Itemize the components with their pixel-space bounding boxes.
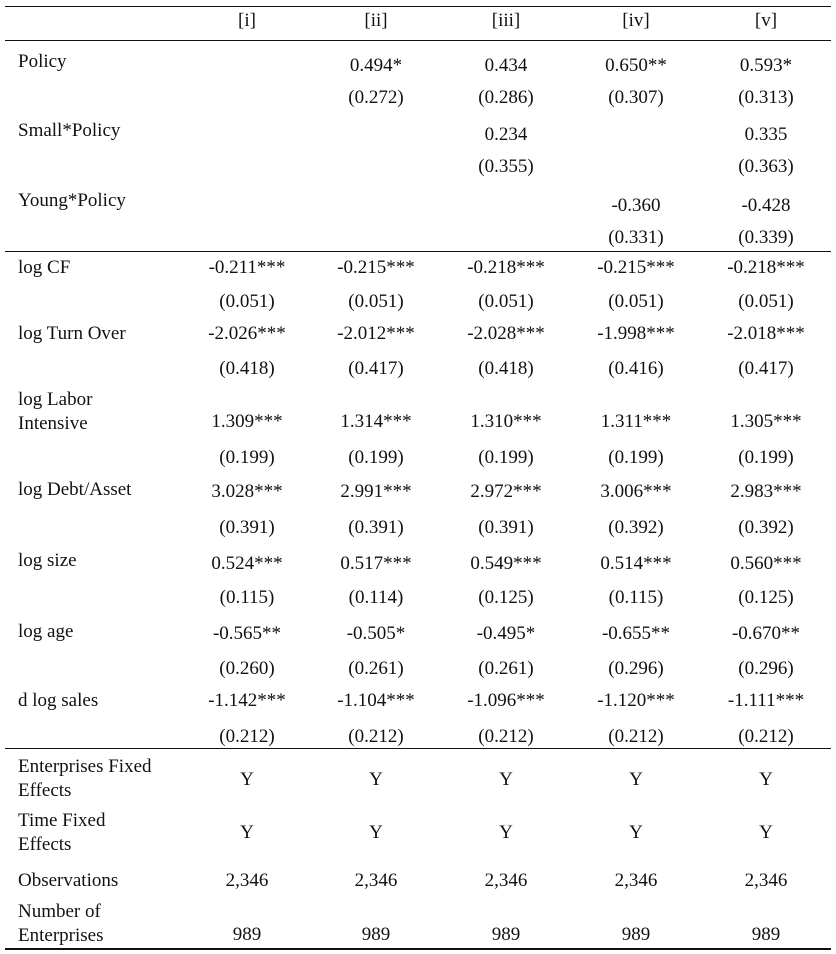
coefficient-cell: 0.524*** (211, 553, 283, 574)
footer-label: Time Fixed (18, 810, 106, 831)
std-error-cell: (0.296) (738, 658, 794, 679)
coefficient-cell: -1.111*** (727, 690, 805, 711)
footer-label: Enterprises (18, 925, 104, 946)
std-error-cell: (0.051) (608, 291, 664, 312)
std-error-cell: (0.417) (348, 358, 404, 379)
std-error-cell: (0.199) (478, 447, 534, 468)
std-error-cell: (0.417) (738, 358, 794, 379)
footer-value: Y (240, 769, 254, 790)
coefficient-cell: -1.096*** (467, 690, 545, 711)
coefficient-cell: -0.215*** (597, 257, 675, 278)
coefficient-cell: 0.593* (739, 55, 793, 76)
coefficient-cell: 1.311*** (600, 411, 672, 432)
row-label: log Turn Over (18, 323, 126, 344)
coefficient-cell: -0.211*** (208, 257, 286, 278)
coefficient-cell: -1.998*** (597, 323, 675, 344)
row-label: Intensive (18, 413, 88, 434)
footer-value: 2,346 (484, 870, 528, 891)
std-error-cell: (0.115) (219, 587, 275, 608)
std-error-cell: (0.199) (738, 447, 794, 468)
std-error-cell: (0.212) (219, 726, 275, 747)
coefficient-cell: -0.505* (346, 623, 406, 644)
coefficient-cell: -0.218*** (727, 257, 805, 278)
std-error-cell: (0.212) (348, 726, 404, 747)
std-error-cell: (0.199) (608, 447, 664, 468)
top-rule (5, 6, 831, 7)
column-header: [v] (754, 10, 778, 31)
coefficient-cell: -0.218*** (467, 257, 545, 278)
coefficient-cell: -0.670** (731, 623, 801, 644)
coefficient-cell: 1.305*** (730, 411, 802, 432)
footer-value: 989 (491, 924, 521, 945)
std-error-cell: (0.363) (738, 156, 794, 177)
std-error-cell: (0.051) (219, 291, 275, 312)
coefficient-cell: 2.983*** (730, 481, 802, 502)
coefficient-cell: 0.549*** (470, 553, 542, 574)
coefficient-cell: -2.012*** (337, 323, 415, 344)
std-error-cell: (0.125) (478, 587, 534, 608)
coefficient-cell: -2.018*** (727, 323, 805, 344)
std-error-cell: (0.418) (219, 358, 275, 379)
row-label: log Debt/Asset (18, 479, 132, 500)
std-error-cell: (0.416) (608, 358, 664, 379)
controls-rule (5, 251, 831, 252)
coefficient-cell: -0.655** (601, 623, 671, 644)
row-label: log Labor (18, 389, 93, 410)
footer-value: Y (629, 822, 643, 843)
coefficient-cell: -0.360 (611, 195, 661, 216)
std-error-cell: (0.391) (219, 517, 275, 538)
std-error-cell: (0.418) (478, 358, 534, 379)
std-error-cell: (0.212) (608, 726, 664, 747)
std-error-cell: (0.261) (348, 658, 404, 679)
coefficient-cell: 0.234 (484, 124, 528, 145)
std-error-cell: (0.260) (219, 658, 275, 679)
footer-value: Y (759, 769, 773, 790)
std-error-cell: (0.114) (348, 587, 404, 608)
coefficient-cell: 0.434 (484, 55, 528, 76)
row-label: log size (18, 550, 77, 571)
footer-value: Y (369, 769, 383, 790)
coefficient-cell: -1.104*** (337, 690, 415, 711)
coefficient-cell: 0.560*** (730, 553, 802, 574)
footer-value: 989 (751, 924, 781, 945)
coefficient-cell: -0.495* (476, 623, 536, 644)
std-error-cell: (0.212) (478, 726, 534, 747)
footer-value: 2,346 (744, 870, 788, 891)
coefficient-cell: -0.215*** (337, 257, 415, 278)
std-error-cell: (0.272) (348, 87, 404, 108)
footer-value: 2,346 (225, 870, 269, 891)
bottom-rule (5, 948, 831, 950)
column-header: [ii] (364, 10, 388, 31)
coefficient-cell: 0.514*** (600, 553, 672, 574)
std-error-cell: (0.051) (738, 291, 794, 312)
coefficient-cell: 3.028*** (211, 481, 283, 502)
coefficient-cell: 1.309*** (211, 411, 283, 432)
footer-value: 989 (232, 924, 262, 945)
footer-value: 989 (361, 924, 391, 945)
std-error-cell: (0.392) (738, 517, 794, 538)
coefficient-cell: 2.972*** (470, 481, 542, 502)
std-error-cell: (0.199) (219, 447, 275, 468)
row-label: Young*Policy (18, 190, 126, 211)
coefficient-cell: 0.517*** (340, 553, 412, 574)
row-label: d log sales (18, 690, 99, 711)
footer-value: Y (759, 822, 773, 843)
header-rule (5, 40, 831, 41)
std-error-cell: (0.199) (348, 447, 404, 468)
coefficient-cell: -1.120*** (597, 690, 675, 711)
footer-value: Y (629, 769, 643, 790)
std-error-cell: (0.296) (608, 658, 664, 679)
std-error-cell: (0.339) (738, 227, 794, 248)
coefficient-cell: 1.310*** (470, 411, 542, 432)
row-label: Small*Policy (18, 120, 121, 141)
std-error-cell: (0.212) (738, 726, 794, 747)
std-error-cell: (0.313) (738, 87, 794, 108)
column-header: [i] (238, 10, 256, 31)
coefficient-cell: 1.314*** (340, 411, 412, 432)
coefficient-cell: 3.006*** (600, 481, 672, 502)
column-header: [iv] (622, 10, 650, 31)
std-error-cell: (0.051) (478, 291, 534, 312)
std-error-cell: (0.391) (478, 517, 534, 538)
footer-label: Effects (18, 834, 72, 855)
column-header: [iii] (491, 10, 521, 31)
row-label: log CF (18, 257, 71, 278)
footer-label: Number of (18, 901, 101, 922)
std-error-cell: (0.261) (478, 658, 534, 679)
footer-value: 989 (621, 924, 651, 945)
footer-label: Effects (18, 780, 72, 801)
footer-label: Observations (18, 870, 119, 891)
footer-value: 2,346 (354, 870, 398, 891)
coefficient-cell: -2.026*** (208, 323, 286, 344)
std-error-cell: (0.392) (608, 517, 664, 538)
footer-value: Y (240, 822, 254, 843)
std-error-cell: (0.051) (348, 291, 404, 312)
std-error-cell: (0.331) (608, 227, 664, 248)
row-label: log age (18, 621, 74, 642)
coefficient-cell: 0.650** (605, 55, 667, 76)
coefficient-cell: 0.335 (744, 124, 788, 145)
coefficient-cell: 2.991*** (340, 481, 412, 502)
coefficient-cell: 0.494* (349, 55, 403, 76)
footer-value: Y (499, 822, 513, 843)
coefficient-cell: -2.028*** (467, 323, 545, 344)
footer-value: Y (369, 822, 383, 843)
footer-label: Enterprises Fixed (18, 756, 152, 777)
coefficient-cell: -0.428 (741, 195, 791, 216)
std-error-cell: (0.115) (608, 587, 664, 608)
footer-value: 2,346 (614, 870, 658, 891)
std-error-cell: (0.125) (738, 587, 794, 608)
std-error-cell: (0.355) (478, 156, 534, 177)
coefficient-cell: -1.142*** (208, 690, 286, 711)
std-error-cell: (0.307) (608, 87, 664, 108)
std-error-cell: (0.286) (478, 87, 534, 108)
coefficient-cell: -0.565** (212, 623, 282, 644)
std-error-cell: (0.391) (348, 517, 404, 538)
row-label: Policy (18, 51, 67, 72)
footer-value: Y (499, 769, 513, 790)
